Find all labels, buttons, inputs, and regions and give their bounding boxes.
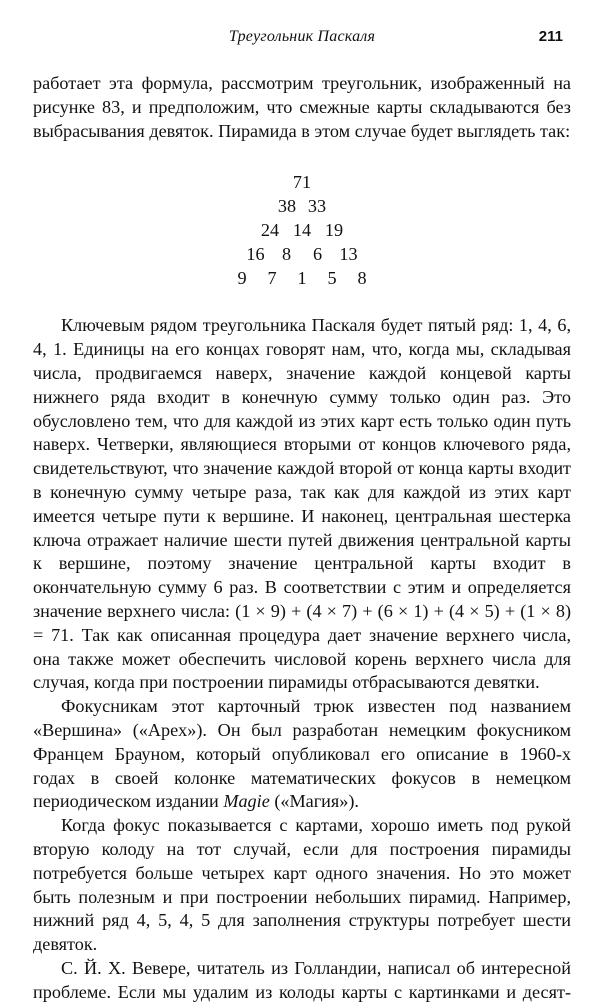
pyramid-number: 5 xyxy=(327,267,337,288)
pyramid-number: 38 xyxy=(277,196,297,217)
pyramid-row-5 xyxy=(33,267,571,291)
apex-text-after: («Магия»). xyxy=(269,791,359,812)
paragraph-apex-trick xyxy=(33,695,571,814)
pyramid-number: 13 xyxy=(339,243,358,264)
pyramid-number: 19 xyxy=(324,219,344,240)
paragraph-second-deck: Когда фокус показывается с картами, хорошо иметь под рукой вторую колоду на тот случай, если для построения пирамиды потребуется больше четырех карт одного значения. Но это может быть полезным и при построении небольших пирамид. Например, нижний ряд 4, 5, 4, 5 для заполнения структуры потребует шести девяток. xyxy=(33,815,571,955)
pyramid-row-3 xyxy=(33,219,571,243)
pyramid-number: 8 xyxy=(357,267,367,288)
pyramid-number: 1 xyxy=(297,267,307,288)
pyramid-row-2 xyxy=(33,195,571,219)
pyramid-row-4 xyxy=(33,243,571,267)
pyramid-number: 24 xyxy=(260,219,280,240)
paragraph-key-row: Ключевым рядом треугольника Паскаля будет пятый ряд: 1, 4, 6, 4, 1. Единицы на его концах говорят нам, что, когда мы, складывая числа, продвигаемся наверх, значение каждой концевой карты нижнего ряда входит в конечную сумму только один раз. Это обусловлено тем, что для каждой из этих карт есть только один путь наверх. Четверки, являющиеся вторыми от концов ключевого ряда, свидетельствуют, что значение каждой второй от конца карты входит в конечную сумму четыре раза, так как для каждой из этих карт имеется четыре пути к вершине. И наконец, центральная шестерка ключа отражает наличие шести путей движения центральной карты к вершине, поэтому значение центральной карты входит в окончательную сумму 6 раз. В соответствии с этим и определяется значение верхнего числа: (1 × 9) + (4 × 7) + (6 × 1) + (4 × 5) + (1 × 8) = 71. Так как описанная процедура дает значение верхнего числа, она также может обеспечить числовой корень верхнего числа для случая, когда при построении пирамиды отбрасываются девятки. xyxy=(33,315,571,693)
pyramid-number: 71 xyxy=(292,172,312,193)
pyramid-number: 33 xyxy=(307,196,327,217)
page-header xyxy=(33,28,571,50)
pyramid-number: 14 xyxy=(292,219,312,240)
pyramid-number: 16 xyxy=(246,243,265,264)
pyramid-row-1 xyxy=(33,171,571,195)
pyramid-number: 7 xyxy=(267,267,277,288)
pyramid-number: 8 xyxy=(281,243,292,264)
page-number: 211 xyxy=(538,28,563,45)
apex-text-before: Фокусникам этот карточный трюк известен под названием «Вершина» («Apex»). Он был разработан немецким фокусником Францем Брауном, который опубликовал его описание в 1960-х годах в своей колонке математических фокусов в немецком периодическом издании xyxy=(33,696,571,812)
intro-paragraph: работает эта формула, рассмотрим треугольник, изображенный на рисунке 83, и предположим, что смежные карты складываются без выбрасывания девяток. Пирамида в этом случае будет выглядеть так: xyxy=(33,73,571,141)
pyramid-number: 6 xyxy=(312,243,323,264)
magazine-title: Magie xyxy=(223,791,270,812)
page-body xyxy=(33,72,571,1004)
number-pyramid xyxy=(33,171,571,290)
pyramid-number: 9 xyxy=(237,267,247,288)
running-title: Треугольник Паскаля xyxy=(228,28,376,45)
paragraph-vevere: С. Й. Х. Вевере, читатель из Голландии, написал об интересной проблеме. Если мы удалим из колоды карты с картинками и десят- xyxy=(33,957,571,1002)
